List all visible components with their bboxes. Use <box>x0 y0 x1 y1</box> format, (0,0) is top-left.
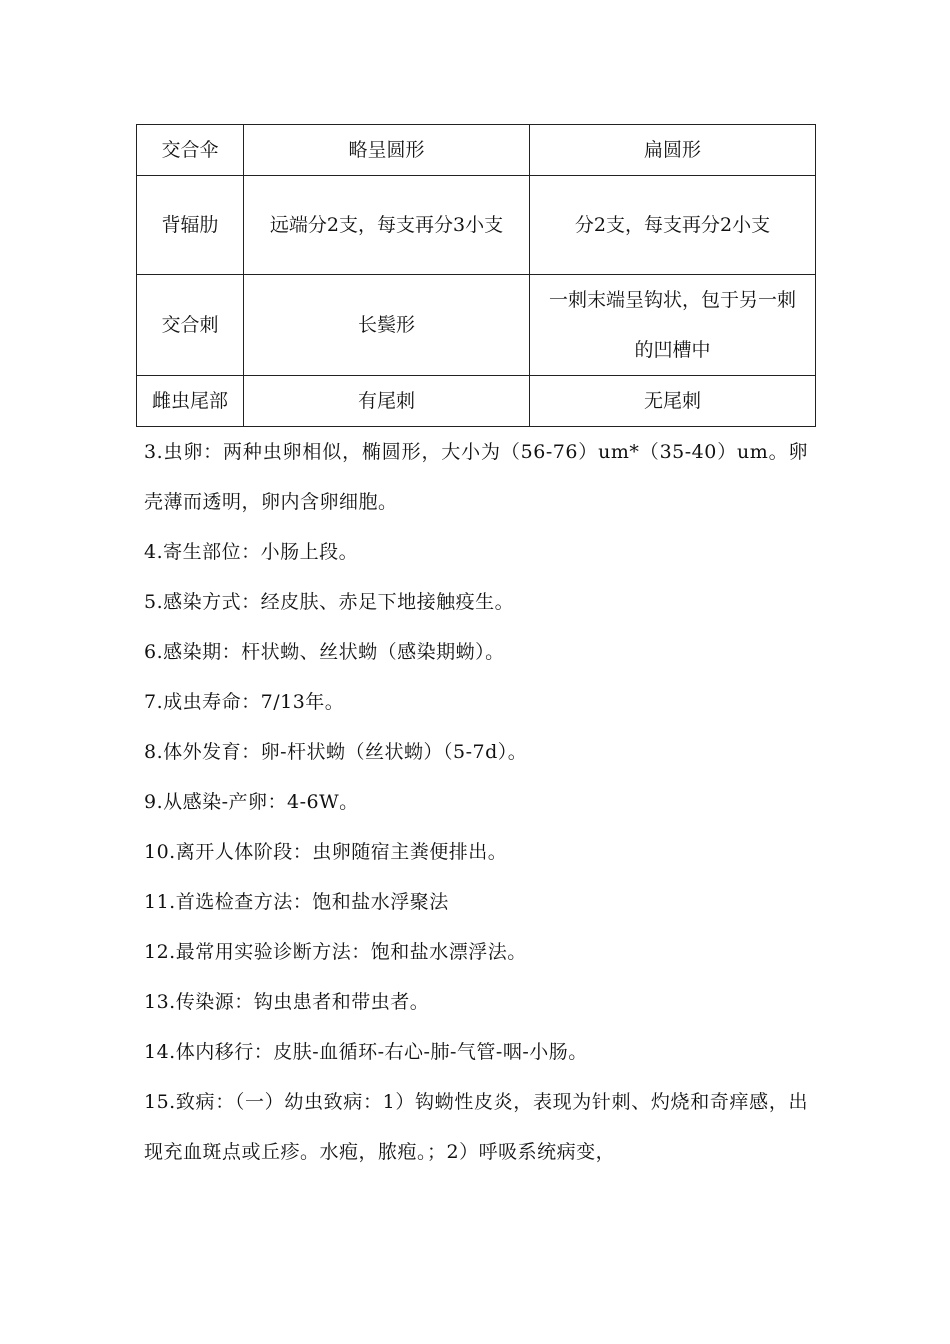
table-row <box>137 275 816 376</box>
table-row <box>137 125 816 176</box>
body-text <box>144 427 808 1177</box>
paragraph-item: 14.体内移行：皮肤-血循环-右心-肺-气管-咽-小肠。 <box>144 1041 588 1063</box>
paragraph-item: 10.离开人体阶段：虫卵随宿主粪便排出。 <box>144 841 508 863</box>
paragraph-item: 12.最常用实验诊断方法：饱和盐水漂浮法。 <box>144 941 527 963</box>
paragraph-item: 4.寄生部位：小肠上段。 <box>144 541 359 563</box>
paragraph-item: 7.成虫寿命：7/13年。 <box>144 691 345 713</box>
row-label: 背辐肋 <box>137 176 244 275</box>
row-label: 雌虫尾部 <box>137 376 244 427</box>
table-cell: 远端分2支，每支再分3小支 <box>244 176 530 275</box>
table-cell: 有尾刺 <box>244 376 530 427</box>
paragraph-item: 9.从感染-产卵：4-6W。 <box>144 791 359 813</box>
table-cell: 无尾刺 <box>530 376 816 427</box>
comparison-table <box>136 124 816 427</box>
table-cell: 分2支，每支再分2小支 <box>530 176 816 275</box>
table-cell: 一刺末端呈钩状，包于另一刺的凹槽中 <box>530 275 816 376</box>
table-row <box>137 376 816 427</box>
table-cell: 扁圆形 <box>530 125 816 176</box>
paragraph-item: 15.致病：（一）幼虫致病：1）钩蚴性皮炎，表现为针刺、灼烧和奇痒感，出现充血斑点或丘疹。水疱，脓疱。；2）呼吸系统病变， <box>144 1091 808 1163</box>
paragraph-item: 8.体外发育：卵-杆状蚴（丝状蚴）（5-7d）。 <box>144 741 528 763</box>
row-label: 交合刺 <box>137 275 244 376</box>
paragraph-item: 13.传染源：钩虫患者和带虫者。 <box>144 991 430 1013</box>
table-cell: 长鬓形 <box>244 275 530 376</box>
paragraph-item: 3.虫卵：两种虫卵相似，椭圆形，大小为（56-76）um*（35-40）um。卵壳薄而透明，卵内含卵细胞。 <box>144 441 808 513</box>
table-row <box>137 176 816 275</box>
paragraph-item: 5.感染方式：经皮肤、赤足下地接触疫生。 <box>144 591 515 613</box>
row-label: 交合伞 <box>137 125 244 176</box>
paragraph-item: 11.首选检查方法：饱和盐水浮聚法 <box>144 891 449 913</box>
table-cell: 略呈圆形 <box>244 125 530 176</box>
paragraph-item: 6.感染期：杆状蚴、丝状蚴（感染期蚴）。 <box>144 641 505 663</box>
